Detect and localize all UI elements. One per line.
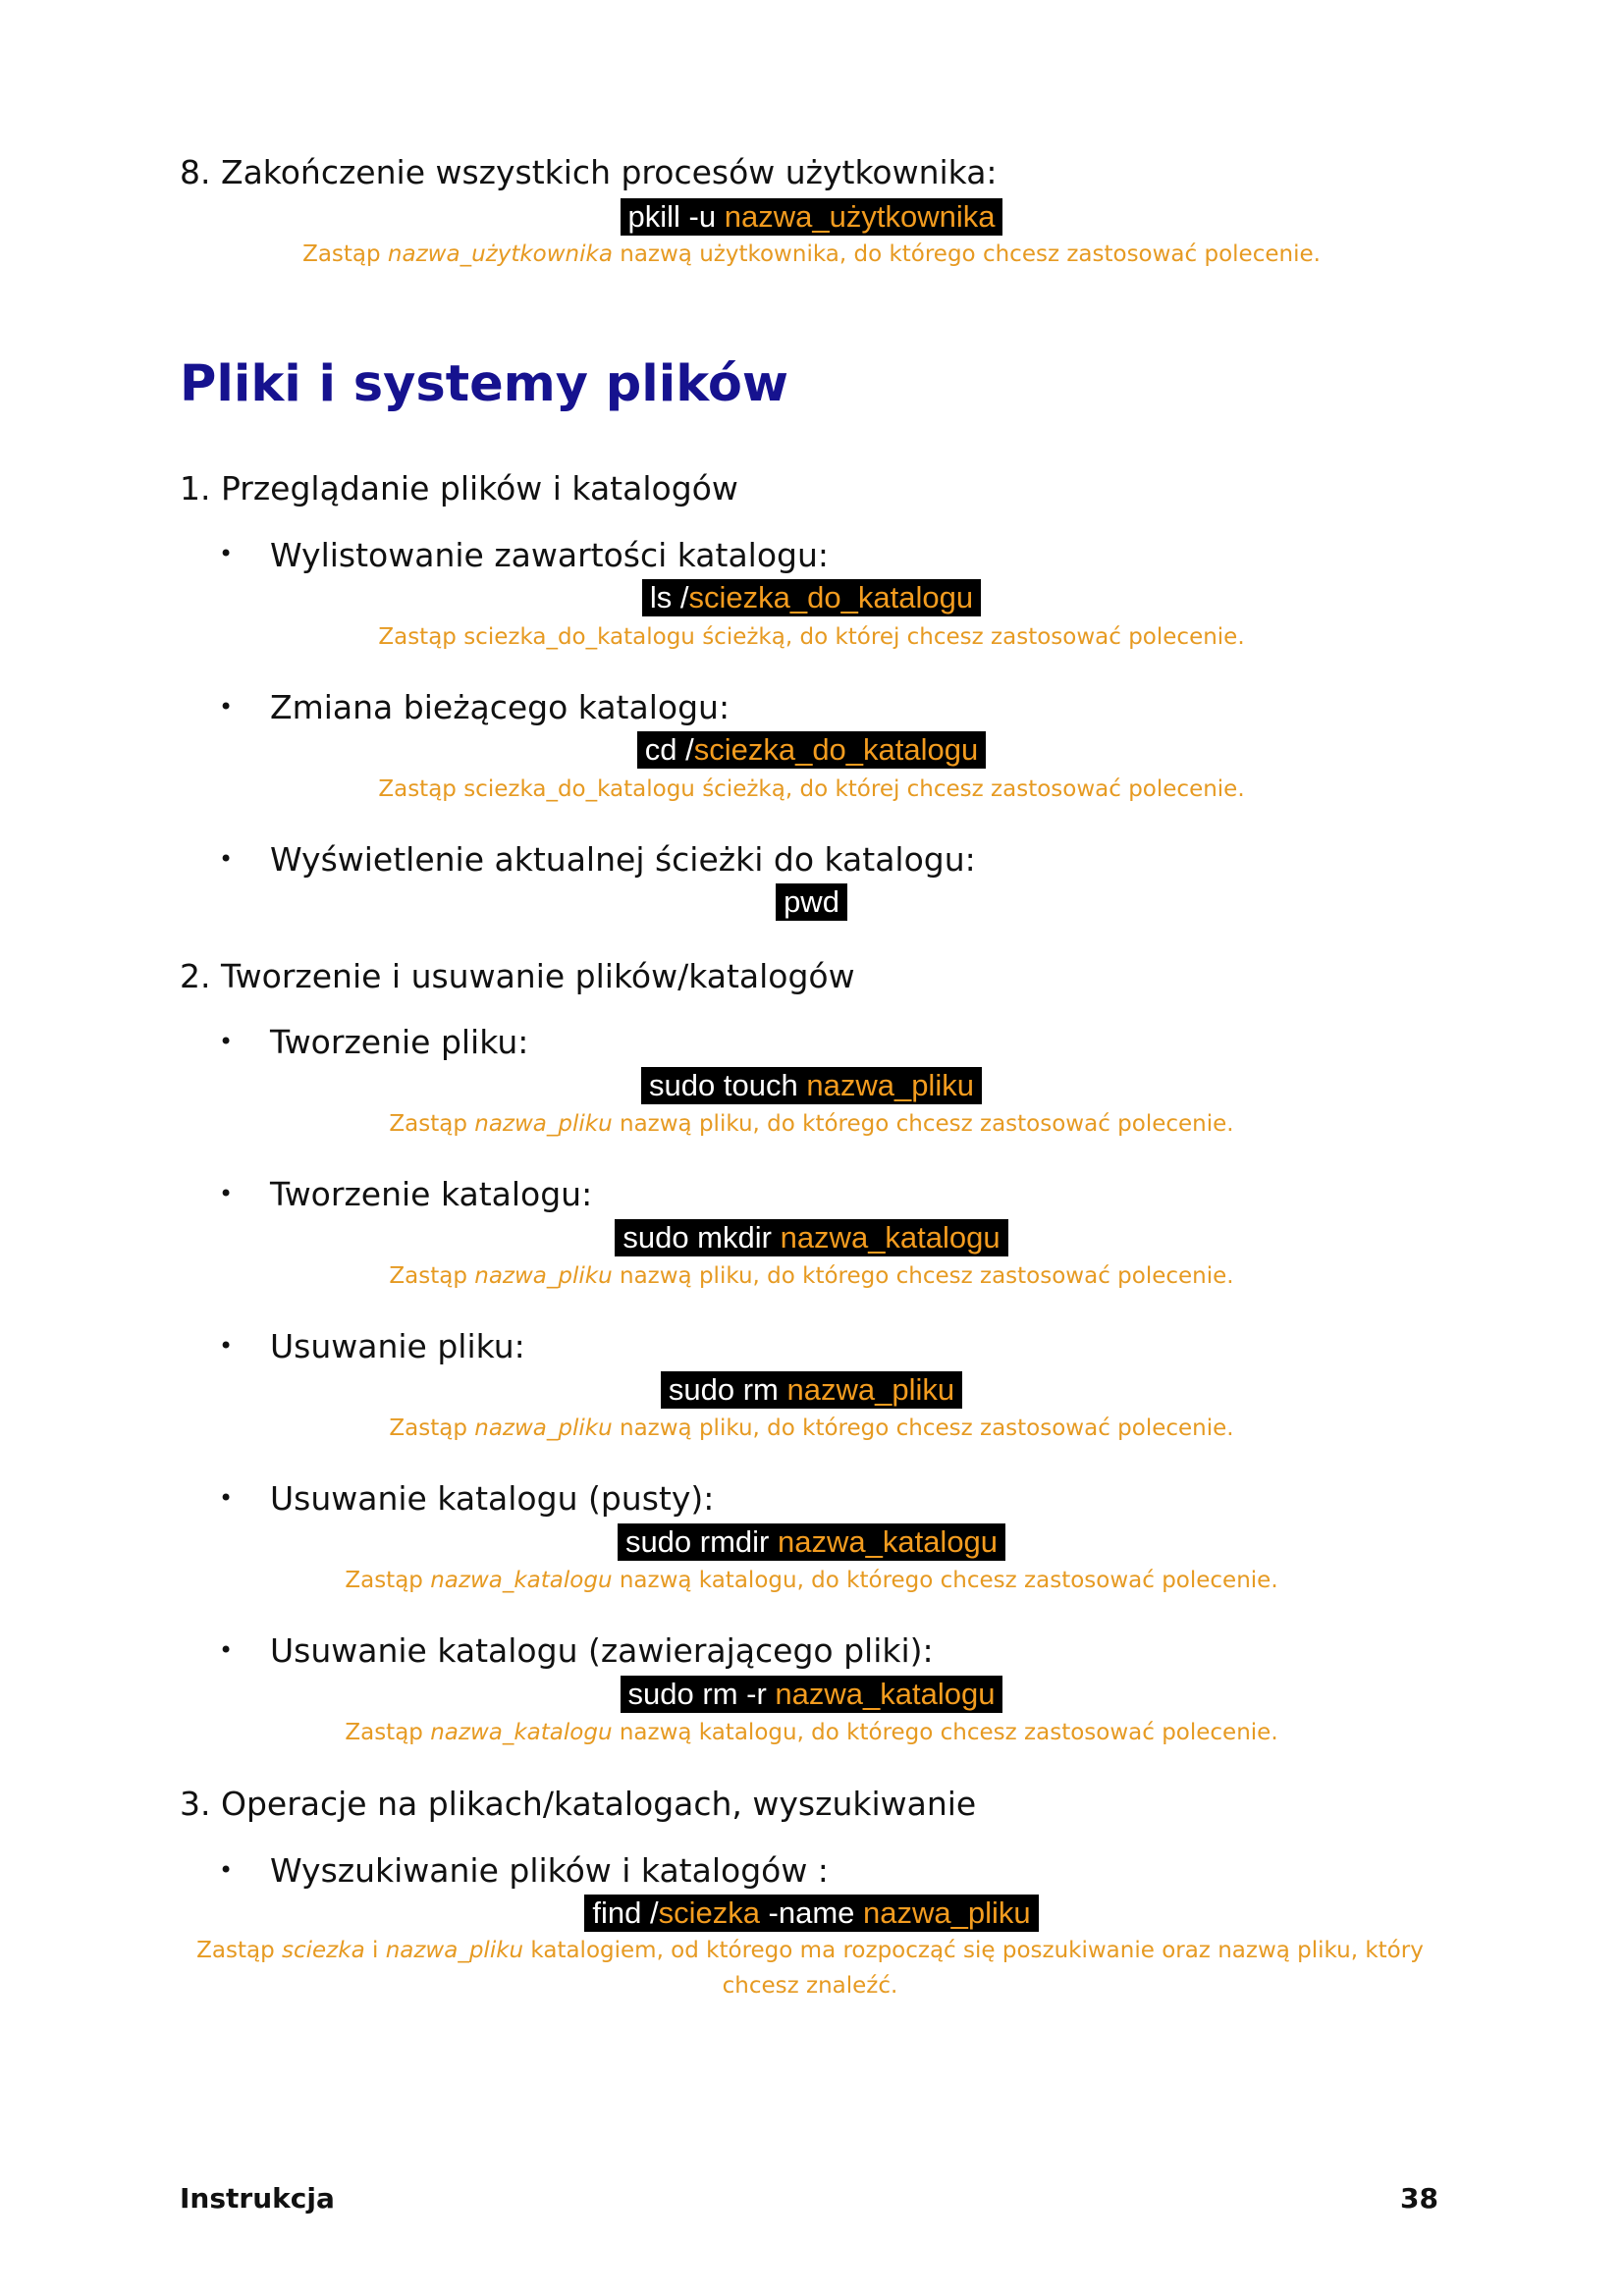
bullet-icon: • xyxy=(219,1180,234,1207)
code-param: nazwa_katalogu xyxy=(775,1677,996,1711)
code-param: nazwa_pliku xyxy=(806,1068,974,1102)
code-block-find[interactable] xyxy=(584,1895,1038,1932)
note-text: nazwą pliku, do którego chcesz zastosować polecenie. xyxy=(612,1415,1234,1441)
note-param: nazwa_katalogu xyxy=(430,1720,613,1745)
note-param: nazwa_katalogu xyxy=(430,1568,613,1593)
code-block-row xyxy=(0,1067,1623,1106)
code-command: pkill -u xyxy=(627,199,725,234)
code-block-ls[interactable] xyxy=(642,579,981,616)
item-label-change-dir: Zmiana bieżącego katalogu: xyxy=(270,688,730,726)
item-label-list-dir: Wylistowanie zawartości katalogu: xyxy=(270,536,830,574)
code-command: sudo touch xyxy=(649,1068,807,1102)
group-title-create-remove: 2. Tworzenie i usuwanie plików/katalogów xyxy=(180,957,855,995)
item-label-remove-dir-with-files: Usuwanie katalogu (zawierającego pliki): xyxy=(270,1631,934,1670)
note-pkill xyxy=(0,237,1623,272)
note-param: nazwa_pliku xyxy=(474,1111,613,1137)
note-text: i xyxy=(364,1938,386,1963)
note-param: nazwa_pliku xyxy=(474,1263,613,1289)
item-label-remove-empty-dir: Usuwanie katalogu (pusty): xyxy=(270,1479,715,1518)
bullet-icon: • xyxy=(219,1028,234,1055)
code-block-row xyxy=(0,883,1623,923)
footer-label: Instrukcja xyxy=(180,2182,335,2215)
code-command: -name xyxy=(759,1896,864,1930)
code-block-row xyxy=(0,1219,1623,1258)
code-param: sciezka_do_katalogu xyxy=(688,580,974,614)
bullet-icon: • xyxy=(219,1856,234,1884)
code-block-pkill[interactable] xyxy=(621,198,1003,236)
code-block-mkdir[interactable] xyxy=(615,1219,1007,1256)
bullet-icon: • xyxy=(219,693,234,721)
note-text: Zastąp xyxy=(389,1263,475,1289)
note-text: nazwą pliku, do którego chcesz zastosować polecenie. xyxy=(612,1111,1234,1137)
note-text: nazwą katalogu, do którego chcesz zastosować polecenie. xyxy=(612,1568,1278,1593)
code-block-row xyxy=(0,731,1623,771)
note-text: nazwą pliku, do którego chcesz zastosować polecenie. xyxy=(612,1263,1234,1289)
note-text: Zastąp xyxy=(389,1111,475,1137)
code-block-row xyxy=(0,579,1623,618)
code-block-row xyxy=(0,1523,1623,1563)
code-block-row xyxy=(0,1676,1623,1715)
code-param: nazwa_pliku xyxy=(863,1896,1031,1930)
note-text: Zastąp xyxy=(302,241,388,267)
bullet-icon: • xyxy=(219,540,234,567)
note-find xyxy=(177,1933,1443,2003)
code-block-row xyxy=(0,198,1623,238)
code-command: sudo rm xyxy=(668,1372,787,1407)
code-block-row xyxy=(0,1371,1623,1411)
item-label-remove-file: Usuwanie pliku: xyxy=(270,1327,525,1365)
code-command: cd / xyxy=(644,732,694,767)
note-param: nazwa_użytkownika xyxy=(387,241,613,267)
section-heading: Pliki i systemy plików xyxy=(180,355,788,413)
code-block-rm-r[interactable] xyxy=(621,1676,1003,1713)
bullet-icon: • xyxy=(219,1484,234,1512)
bullet-icon: • xyxy=(219,1636,234,1664)
item-label-pwd: Wyświetlenie aktualnej ścieżki do katalogu: xyxy=(270,840,976,879)
note-param: nazwa_pliku xyxy=(474,1415,613,1441)
code-param: nazwa_katalogu xyxy=(780,1220,1001,1255)
code-command: sudo mkdir xyxy=(622,1220,781,1255)
item-title-kill-processes: 8. Zakończenie wszystkich procesów użytkownika: xyxy=(180,153,998,191)
code-command: sudo rm -r xyxy=(627,1677,776,1711)
page-number: 38 xyxy=(1400,2182,1438,2215)
code-param: nazwa_pliku xyxy=(786,1372,955,1407)
item-label-create-file: Tworzenie pliku: xyxy=(270,1023,529,1061)
note-text: Zastąp xyxy=(345,1568,431,1593)
note-param: sciezka xyxy=(282,1938,365,1963)
note-text: nazwą użytkownika, do którego chcesz zastosować polecenie. xyxy=(612,241,1321,267)
note-text: Zastąp xyxy=(389,1415,475,1441)
code-param: nazwa_użytkownika xyxy=(724,199,996,234)
note-cd: Zastąp sciezka_do_katalogu ścieżką, do której chcesz zastosować polecenie. xyxy=(378,776,1245,802)
code-block-pwd[interactable]: pwd xyxy=(776,883,847,921)
item-label-find: Wyszukiwanie plików i katalogów : xyxy=(270,1851,829,1890)
note-touch xyxy=(0,1106,1623,1142)
code-param: sciezka xyxy=(658,1896,760,1930)
code-block-touch[interactable] xyxy=(641,1067,982,1104)
code-block-cd[interactable] xyxy=(637,731,987,769)
code-param: nazwa_katalogu xyxy=(777,1524,999,1559)
note-rm xyxy=(0,1411,1623,1446)
note-rm-r xyxy=(0,1715,1623,1750)
code-block-rmdir[interactable] xyxy=(618,1523,1005,1561)
code-param: sciezka_do_katalogu xyxy=(693,732,979,767)
note-rmdir xyxy=(0,1563,1623,1598)
bullet-icon: • xyxy=(219,845,234,873)
note-text: Zastąp xyxy=(345,1720,431,1745)
note-text: Zastąp xyxy=(196,1938,283,1963)
note-text: nazwą katalogu, do którego chcesz zastosować polecenie. xyxy=(612,1720,1278,1745)
group-title-browsing: 1. Przeglądanie plików i katalogów xyxy=(180,469,738,507)
group-title-search: 3. Operacje na plikach/katalogach, wyszukiwanie xyxy=(180,1785,977,1823)
code-command: sudo rmdir xyxy=(624,1524,778,1559)
item-label-create-dir: Tworzenie katalogu: xyxy=(270,1175,593,1213)
bullet-icon: • xyxy=(219,1332,234,1360)
note-param: nazwa_pliku xyxy=(385,1938,524,1963)
note-text: katalogiem, od którego ma rozpocząć się poszukiwanie oraz nazwą pliku, który chcesz znaleźć. xyxy=(523,1938,1424,1999)
note-mkdir xyxy=(0,1258,1623,1294)
note-ls: Zastąp sciezka_do_katalogu ścieżką, do której chcesz zastosować polecenie. xyxy=(378,624,1245,650)
code-block-rm[interactable] xyxy=(661,1371,962,1409)
code-block-row xyxy=(0,1895,1623,1934)
code-command: ls / xyxy=(649,580,689,614)
code-command: find / xyxy=(592,1896,659,1930)
